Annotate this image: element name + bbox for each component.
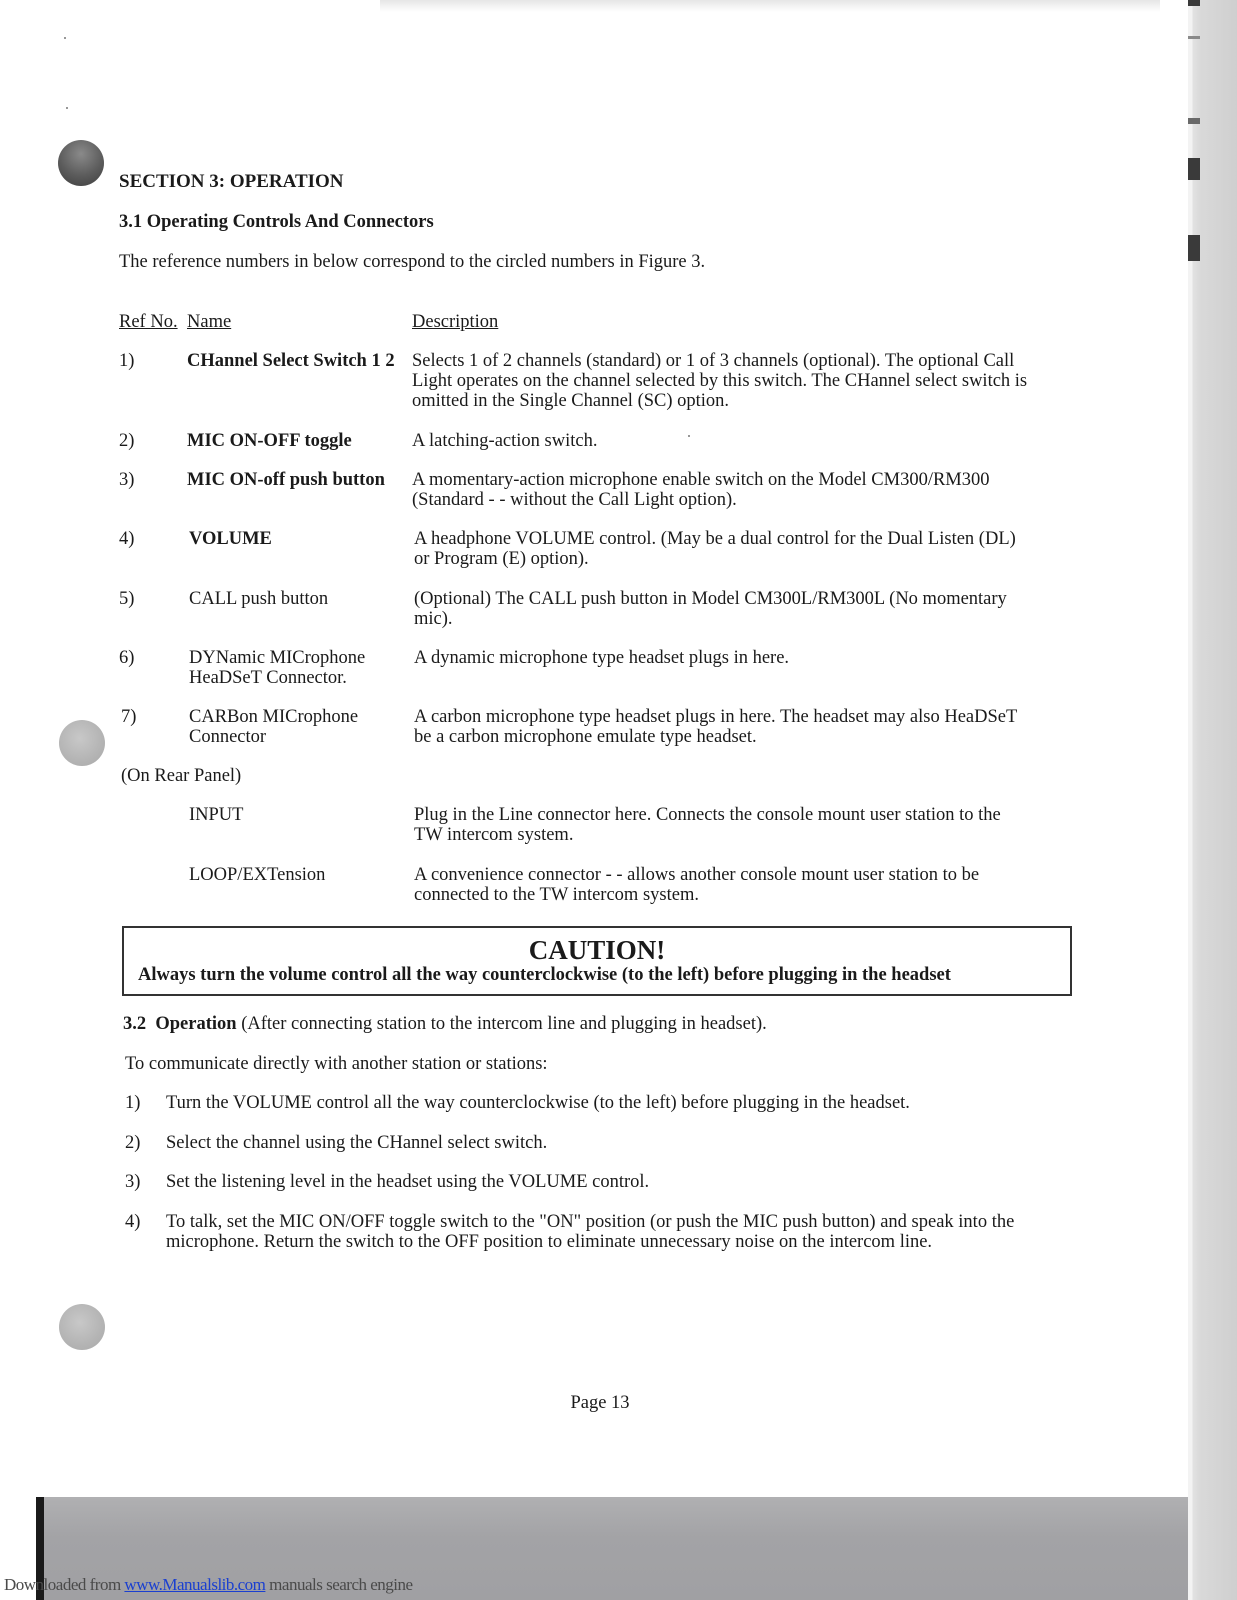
item-desc-line: or Program (E) option).	[414, 549, 589, 569]
header-description: Description	[412, 312, 499, 332]
subsection-number: 3.2	[123, 1014, 147, 1034]
item-name-mic-toggle: MIC ON-OFF toggle	[187, 431, 352, 451]
subsection-rest: (After connecting station to the intercom line and plugging in headset).	[236, 1014, 767, 1034]
scan-right-edge	[1188, 0, 1237, 1600]
rear-desc-line: Plug in the Line connector here. Connects the console mount user station to the	[414, 805, 1001, 825]
caution-box	[122, 926, 1072, 996]
scan-speck	[64, 37, 66, 39]
subsection-heading-3-1: 3.1 Operating Controls And Connectors	[119, 212, 434, 232]
subsection-heading-3-2	[123, 1014, 767, 1034]
step-text: Turn the VOLUME control all the way counterclockwise (to the left) before plugging in the headset.	[166, 1093, 910, 1113]
item-ref: 5)	[119, 589, 135, 609]
header-ref-no: Ref No.	[119, 312, 178, 332]
item-desc-line: (Standard - - without the Call Light option).	[412, 490, 737, 510]
step-number: 1)	[125, 1093, 141, 1113]
item-desc-line: Selects 1 of 2 channels (standard) or 1 of 3 channels (optional). The optional Call	[412, 351, 1015, 371]
step-number: 4)	[125, 1212, 141, 1232]
rear-item-input: INPUT	[189, 805, 244, 825]
binder-hole-bottom	[59, 1304, 105, 1350]
rear-desc-line: connected to the TW intercom system.	[414, 885, 699, 905]
step-text-line2: microphone. Return the switch to the OFF position to eliminate unnecessary noise on the intercom line.	[166, 1232, 933, 1252]
step-number: 2)	[125, 1133, 141, 1153]
step-number: 3)	[125, 1172, 141, 1192]
item-name-dynamic-mic: DYNamic MICrophone	[189, 648, 366, 668]
step-text: To talk, set the MIC ON/OFF toggle switch to the "ON" position (or push the MIC push button) and speak into the	[166, 1212, 1015, 1232]
download-footer	[4, 1575, 413, 1595]
item-desc-line: omitted in the Single Channel (SC) option.	[412, 391, 730, 411]
item-name-carbon-mic: CARBon MICrophone	[189, 707, 359, 727]
step-text: Select the channel using the CHannel select switch.	[166, 1133, 548, 1153]
item-ref: 3)	[119, 470, 135, 490]
binder-hole-top	[58, 140, 104, 186]
section-heading: SECTION 3: OPERATION	[119, 171, 344, 192]
binder-hole-middle	[59, 720, 105, 766]
footer-prefix: Downloaded from	[4, 1575, 125, 1594]
item-name-dynamic-mic-line2: HeaDSeT Connector.	[189, 668, 347, 688]
item-name-volume: VOLUME	[189, 529, 272, 549]
item-desc-line: be a carbon microphone emulate type headset.	[414, 727, 757, 747]
footer-suffix: manuals search engine	[265, 1575, 413, 1594]
item-name-call: CALL push button	[189, 589, 329, 609]
subsection-title: Operation	[155, 1014, 237, 1034]
scan-top-shadow	[380, 0, 1160, 12]
header-name: Name	[187, 312, 232, 332]
item-desc-line: mic).	[414, 609, 453, 629]
item-name-carbon-mic-line2: Connector	[189, 727, 267, 747]
item-ref: 7)	[121, 707, 137, 727]
item-name-channel-select: CHannel Select Switch 1 2	[187, 351, 395, 371]
item-desc-line: (Optional) The CALL push button in Model CM300L/RM300L (No momentary	[414, 589, 1007, 609]
caution-title: CAUTION!	[528, 935, 666, 965]
item-desc-line: A momentary-action microphone enable switch on the Model CM300/RM300	[412, 470, 990, 490]
scan-speck	[688, 435, 690, 437]
rear-panel-label: (On Rear Panel)	[121, 766, 242, 786]
item-ref: 2)	[119, 431, 135, 451]
item-name-mic-push: MIC ON-off push button	[187, 470, 385, 490]
item-desc-line: A carbon microphone type headset plugs in here. The headset may also HeaDSeT	[414, 707, 1018, 727]
item-desc-line: A dynamic microphone type headset plugs in here.	[414, 648, 790, 668]
caution-text: Always turn the volume control all the way counterclockwise (to the left) before plugging in the headset	[138, 965, 951, 985]
page-number: Page 13	[570, 1393, 630, 1413]
item-desc-line: A headphone VOLUME control. (May be a dual control for the Dual Listen (DL)	[414, 529, 1016, 549]
rear-desc-line: A convenience connector - - allows another console mount user station to be	[414, 865, 980, 885]
scan-speck	[66, 107, 68, 109]
item-desc-line: Light operates on the channel selected by this switch. The CHannel select switch is	[412, 371, 1028, 391]
item-ref: 1)	[119, 351, 135, 371]
item-ref: 6)	[119, 648, 135, 668]
item-desc-line: A latching-action switch.	[412, 431, 598, 451]
step-text: Set the listening level in the headset using the VOLUME control.	[166, 1172, 650, 1192]
rear-item-loop: LOOP/EXTension	[189, 865, 326, 885]
item-ref: 4)	[119, 529, 135, 549]
rear-desc-line: TW intercom system.	[414, 825, 574, 845]
communicate-intro: To communicate directly with another station or stations:	[125, 1054, 548, 1074]
intro-paragraph: The reference numbers in below correspond to the circled numbers in Figure 3.	[119, 252, 706, 272]
manualslib-link[interactable]: www.Manualslib.com	[124, 1575, 266, 1594]
